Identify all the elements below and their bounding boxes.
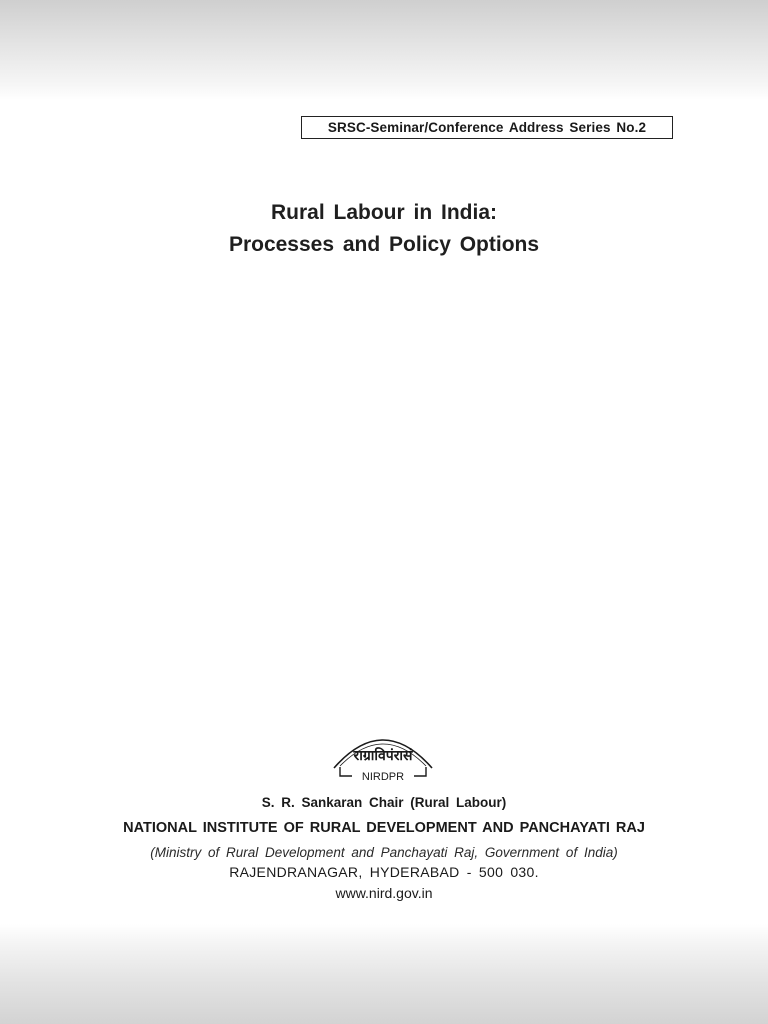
- address-line: RAJENDRANAGAR, HYDERABAD - 500 030.: [229, 864, 539, 880]
- nirdpr-logo: [330, 728, 436, 784]
- chair-name: S. R. Sankaran Chair (Rural Labour): [261, 795, 507, 810]
- logo-script-text: राग्राविपंरासं: [353, 748, 413, 764]
- title-line-2: Processes and Policy Options: [228, 233, 540, 256]
- institute-name: NATIONAL INSTITUTE OF RURAL DEVELOPMENT AND PANCHAYATI RAJ: [123, 820, 645, 836]
- website-link[interactable]: www.nird.gov.in: [335, 885, 433, 901]
- title-line-1: Rural Labour in India:: [270, 201, 497, 224]
- bottom-gradient-band: [0, 924, 768, 1024]
- series-label-box: SRSC-Seminar/Conference Address Series No.2: [301, 116, 673, 139]
- top-gradient-band: [0, 0, 768, 100]
- ministry-line: (Ministry of Rural Development and Panchayati Raj, Government of India): [150, 845, 618, 860]
- logo-label: NIRDPR: [361, 771, 405, 783]
